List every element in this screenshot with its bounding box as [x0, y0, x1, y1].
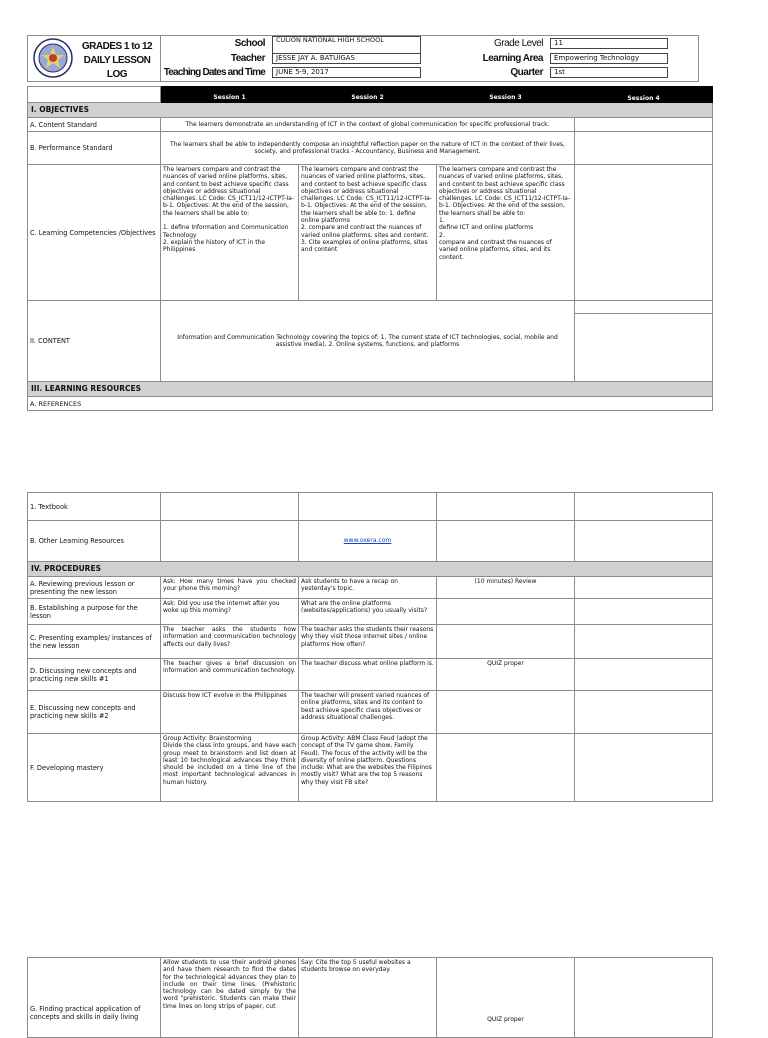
deped-seal-icon [33, 38, 73, 78]
textbook-label: 1. Textbook [28, 493, 161, 521]
content-label: II. CONTENT [28, 301, 161, 382]
resources-heading: III. LEARNING RESOURCES [28, 382, 713, 397]
form-title-line2: DAILY LESSON LOG [83, 55, 151, 80]
procedure-b-label: B. Establishing a purpose for the lesson [28, 599, 161, 625]
procedure-b-session-1: Ask: Did you use the internet after you woke up this morning? [161, 599, 299, 625]
quarter-label: Quarter [510, 67, 543, 78]
dates-field[interactable]: JUNE 5-9, 2017 [272, 67, 421, 78]
teacher-field[interactable]: JESSE JAY A. BATUIGAS [272, 53, 421, 64]
procedure-f-label: F. Developing mastery [28, 734, 161, 802]
lesson-log-table [27, 86, 713, 411]
competency-session-1: The learners compare and contrast the nuances of varied online platforms, sites, and content to best achieve specific class objectives or address situational challenges. LC Code: CS_ICT11/12-ICTPT-Ia-b-1. Objectives: At the end of the session, the learners shall be able to: 1. define Information and Communication Technology 2. explain the history of ICT in the Philippines [161, 165, 299, 301]
procedure-g-session-2: Say: Cite the top 5 useful websites a students browse on everyday. [299, 958, 437, 1038]
references-label: A. REFERENCES [28, 397, 713, 411]
objectives-heading: I. OBJECTIVES [28, 103, 713, 118]
procedure-a-session-3: (10 minutes) Review [437, 577, 575, 599]
performance-standard-label: B. Performance Standard [28, 132, 161, 165]
session-2-header: Session 2 [299, 87, 437, 103]
content-text: Information and Communication Technology covering the topics of: 1. The current state of ICT technologies, social, mobile and assistive media), 2. Online systems, functions, and platforms [161, 301, 575, 382]
competencies-label: C. Learning Competencies /Objectives [28, 165, 161, 301]
procedure-e-label: E. Discussing new concepts and practicing new skills #2 [28, 691, 161, 734]
procedure-d-session-3: QUIZ proper [437, 659, 575, 691]
header [27, 35, 699, 82]
other-resources-label: B. Other Learning Resources [28, 521, 161, 562]
content-standard-label: A. Content Standard [28, 118, 161, 132]
procedure-d-session-1: The teacher gives a brief discussion on information and communication technology. [161, 659, 299, 691]
form-title [74, 40, 160, 82]
dates-label: Teaching Dates and Time [163, 67, 265, 78]
area-field[interactable]: Empowering Technology [550, 53, 668, 64]
school-field[interactable]: CULION NATIONAL HIGH SCHOOL [272, 36, 421, 58]
procedure-d-session-2: The teacher discuss what online platform is. [299, 659, 437, 691]
form-title-line1: GRADES 1 to 12 [81, 41, 153, 52]
session-4-header: Session 4 [575, 87, 713, 103]
session-header-row [28, 87, 713, 103]
session-3-header: Session 3 [437, 87, 575, 103]
procedure-c-session-2: The teacher asks the students their reasons why they visit those internet sites / online platforms How often? [299, 625, 437, 659]
competency-session-3: The learners compare and contrast the nuances of varied online platforms, sites, and content to best achieve specific class objectives or address situational challenges. LC Code: CS_ICT11/12-ICTPT-Ia-b-1. Objectives: At the end of the session, the learners shall be able to: 1. define ICT and online platforms 2. compare and contrast the nuances of varied online platforms, sites, and its content. [437, 165, 575, 301]
procedure-f-session-2: Group Activity: ABM Class Feud (adopt the concept of the TV game show, Family Feud). The focus of the activity will be the diversity of online platform. Questions include: What are the websites the Filipinos mostly visit? What are the top 5 reasons why they visit FB site? [299, 734, 437, 802]
application-table [27, 957, 713, 1038]
competency-session-2: The learners compare and contrast the nuances of varied online platforms, sites, and content to best achieve specific class objectives or address situational challenges. LC Code: CS_ICT11/12-ICTPT-Ia-b-1. Objectives: At the end of the session, the learners shall be able to: 1. define online platforms 2. compare and contrast the nuances of varied online platforms, sites and content. 3. Cite examples of online platforms, sites and content [299, 165, 437, 301]
procedure-a-label: A. Reviewing previous lesson or presenting the new lesson [28, 577, 161, 599]
procedure-e-session-1: Discuss how ICT evolve in the Philippines [161, 691, 299, 734]
resources-procedures-table [27, 492, 713, 802]
quarter-field[interactable]: 1st [550, 67, 668, 78]
procedure-c-label: C. Presenting examples/ instances of the new lesson [28, 625, 161, 659]
procedure-g-session-3: QUIZ proper [437, 958, 575, 1038]
session-1-header: Session 1 [161, 87, 299, 103]
grade-field[interactable]: 11 [550, 38, 668, 49]
content-standard-text: The learners demonstrate an understanding of ICT in the context of global communication for specific professional track. [161, 118, 575, 132]
procedure-c-session-1: The teacher asks the students how information and communication technology affects our daily lives? [161, 625, 299, 659]
school-label: School [234, 38, 265, 49]
procedure-a-session-2: Ask students to have a recap on yesterday's topic. [299, 577, 437, 599]
oxera-link[interactable]: www.oxera.com [343, 537, 392, 545]
procedure-g-session-1: Allow students to use their android phones and have them research to find the dates for the technological advances they plan to include on their time lines. (Prehistoric technology can be dated simply by the word "prehistoric. Students can make their time lines on long strips of paper, cut [161, 958, 299, 1038]
procedure-f-session-1: Group Activity: Brainstorming Divide the class into groups, and have each group meet to brainstorm and list down at least 10 technological advances they think should be included on a time line of the most important technological advances in human history. [161, 734, 299, 802]
performance-standard-text: The learners shall be able to independently compose an insightful reflection paper on the nature of ICT in the context of their lives, society, and professional tracks - Accountancy, Business and Management. [161, 132, 575, 165]
procedure-g-label: G. Finding practical application of concepts and skills in daily living [28, 958, 161, 1038]
procedure-d-label: D. Discussing new concepts and practicing new skills #1 [28, 659, 161, 691]
area-label: Learning Area [482, 53, 543, 64]
procedure-b-session-2: What are the online platforms (websites/applications) you usually visits? [299, 599, 437, 625]
grade-label: Grade Level [494, 38, 543, 49]
procedure-e-session-2: The teacher will present varied nuances of online platforms, sites and its content to best achieve specific class objectives or address situational challenges. [299, 691, 437, 734]
procedures-heading: IV. PROCEDURES [28, 562, 713, 577]
teacher-label: Teacher [230, 53, 265, 64]
procedure-a-session-1: Ask: How many times have you checked your phone this morning? [161, 577, 299, 599]
